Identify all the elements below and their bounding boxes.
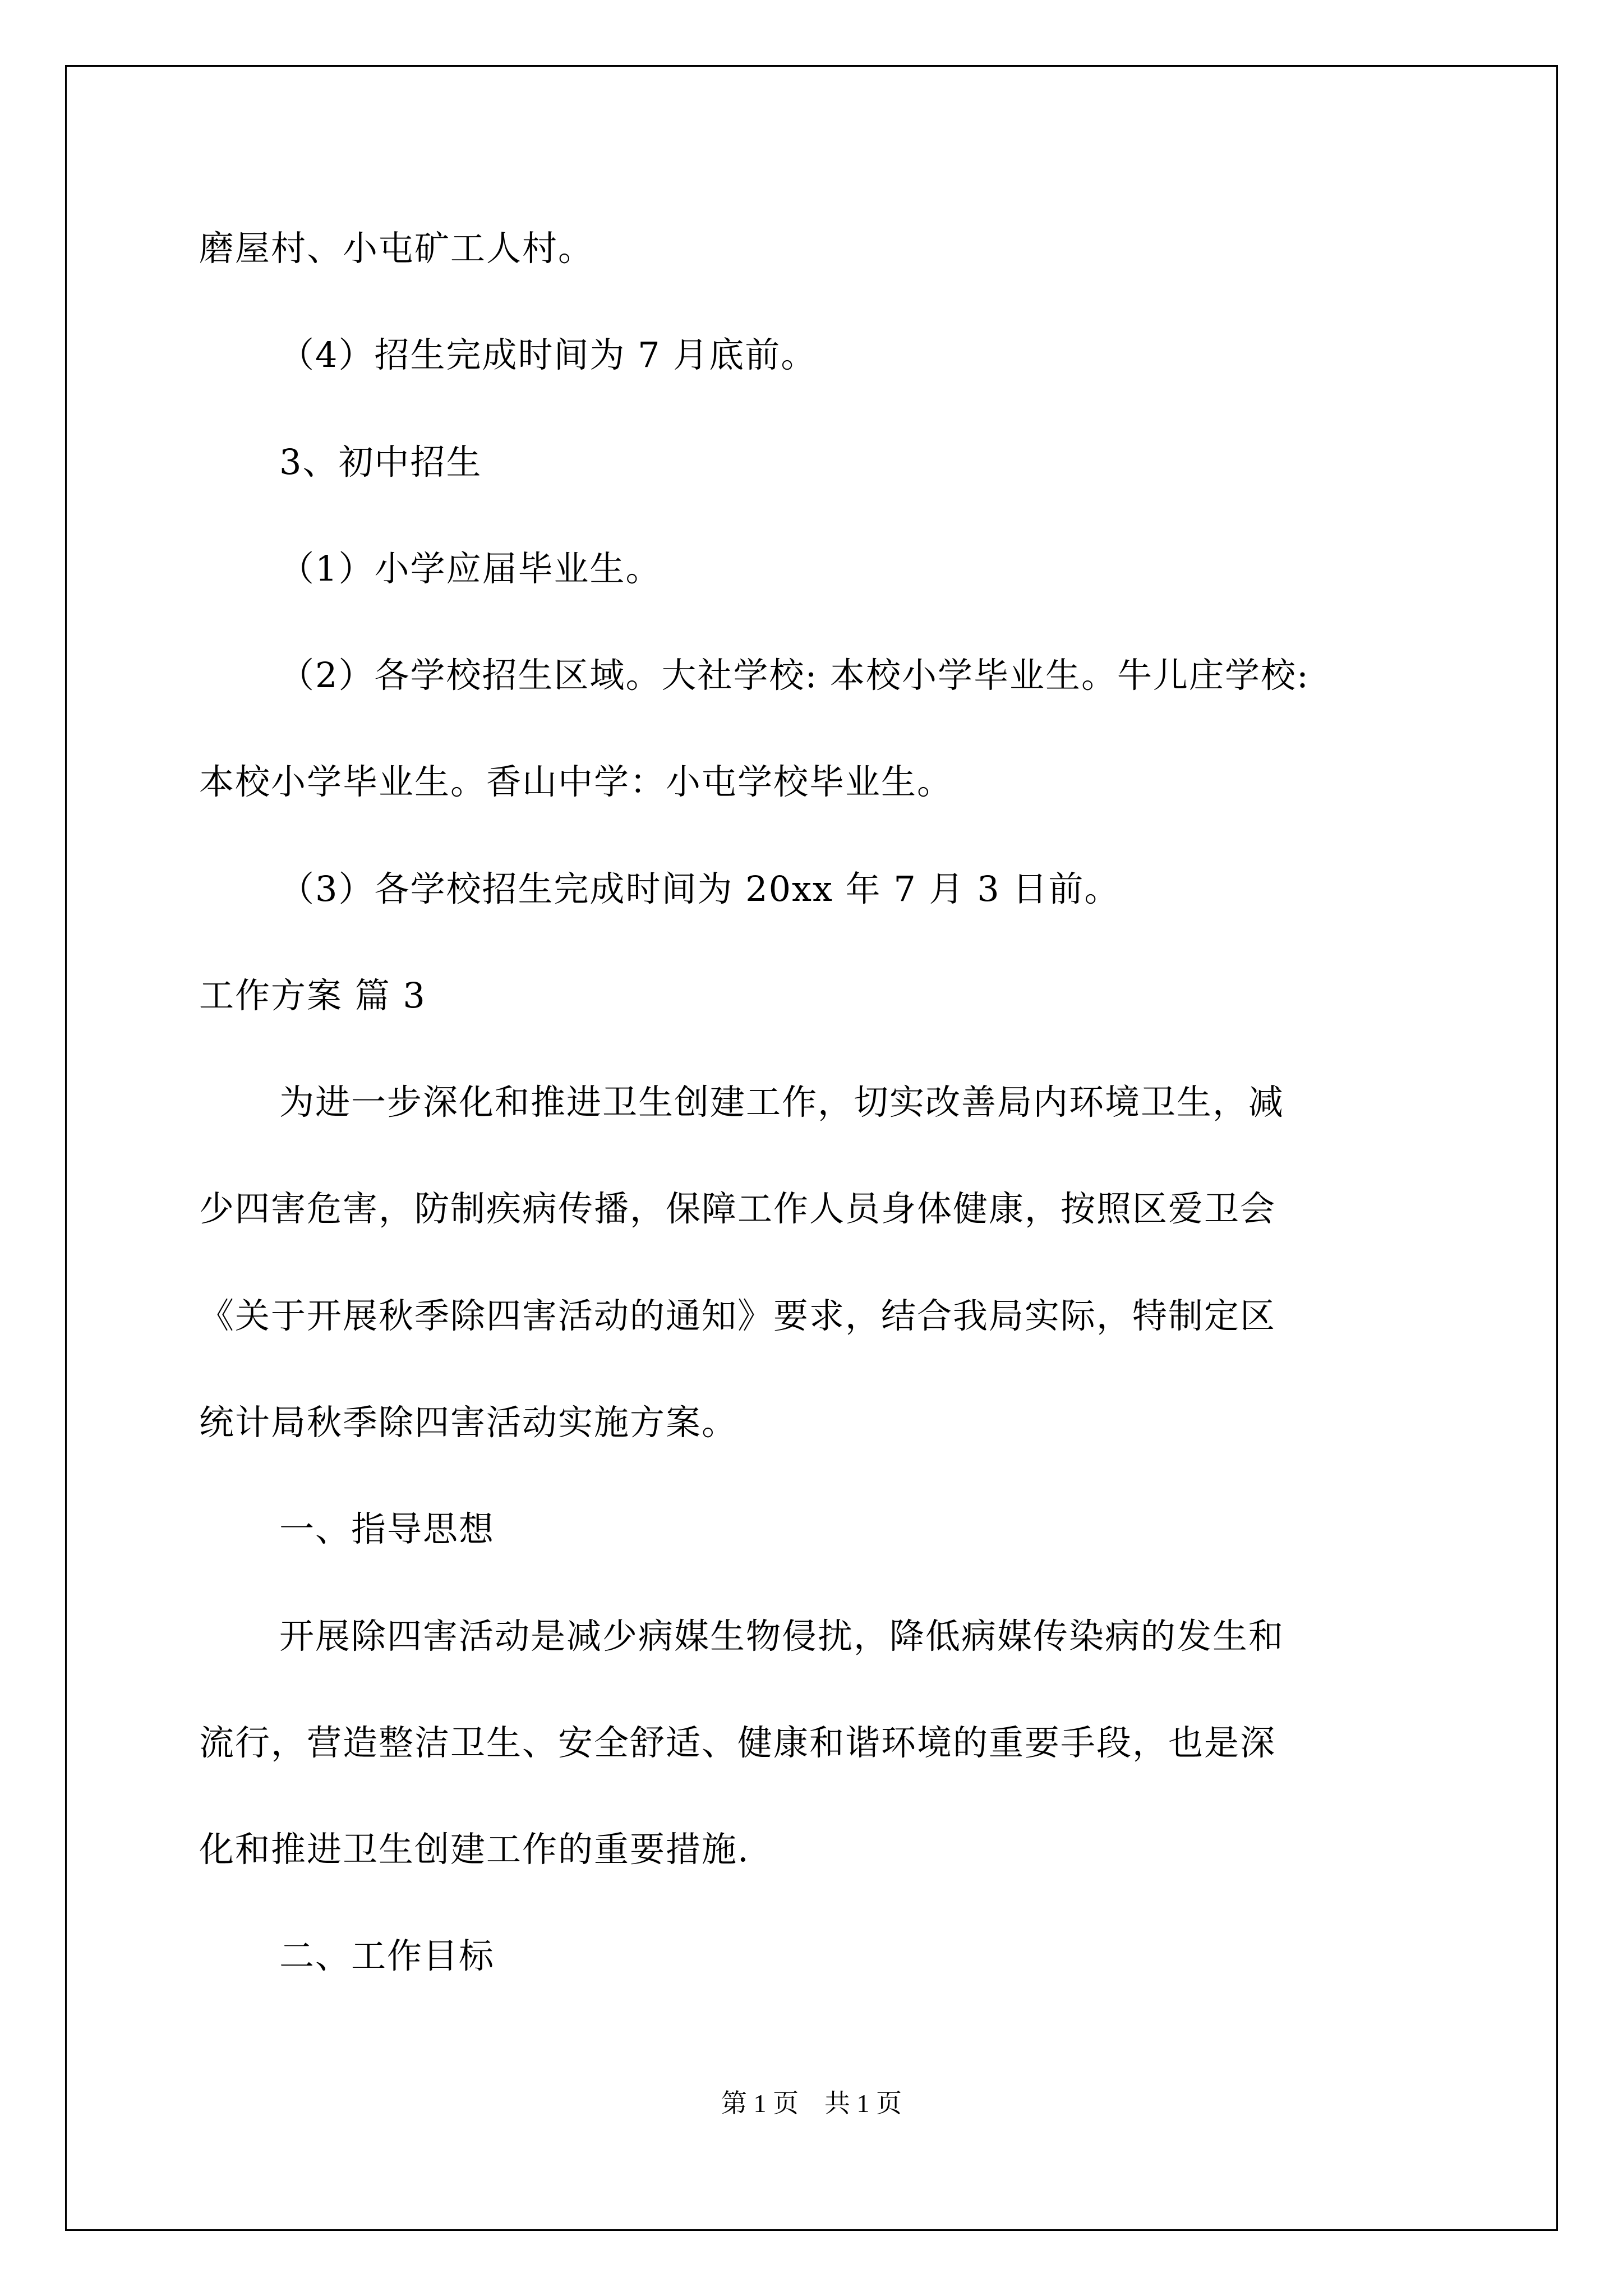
text-line-6: 本校小学毕业生。香山中学：小屯学校毕业生。	[199, 761, 953, 802]
text-line-4: （1）小学应届毕业生。	[279, 548, 662, 589]
section-heading-work-goals: 二、工作目标	[279, 1935, 495, 1976]
text-line-10: 少四害危害，防制疾病传播，保障工作人员身体健康，按照区爱卫会	[199, 1188, 1276, 1229]
text-line-1: 磨屋村、小屯矿工人村。	[199, 228, 594, 269]
text-line-12: 统计局秋季除四害活动实施方案。	[199, 1402, 738, 1443]
text-line-14: 开展除四害活动是减少病媒生物侵扰，降低病媒传染病的发生和	[279, 1616, 1285, 1657]
text-line-2: （4）招生完成时间为 7 月底前。	[279, 334, 817, 375]
text-line-15: 流行，营造整洁卫生、安全舒适、健康和谐环境的重要手段，也是深	[199, 1722, 1276, 1763]
text-line-7: （3）各学校招生完成时间为 20xx 年 7 月 3 日前。	[279, 868, 1121, 909]
text-line-16: 化和推进卫生创建工作的重要措施.	[199, 1829, 750, 1870]
page-frame	[65, 65, 1558, 2231]
text-line-9: 为进一步深化和推进卫生创建工作，切实改善局内环境卫生，减	[279, 1082, 1285, 1122]
section-heading-guiding-thought: 一、指导思想	[279, 1508, 495, 1549]
section-title-work-plan-3: 工作方案 篇 3	[199, 975, 426, 1016]
section-heading-junior-enrollment: 3、初中招生	[279, 441, 482, 482]
text-line-11: 《关于开展秋季除四害活动的通知》要求，结合我局实际，特制定区	[199, 1295, 1276, 1336]
text-line-5: （2）各学校招生区域。大社学校: 本校小学毕业生。牛儿庄学校:	[279, 655, 1310, 696]
page-number-footer: 第 1 页 共 1 页	[721, 2089, 902, 2118]
